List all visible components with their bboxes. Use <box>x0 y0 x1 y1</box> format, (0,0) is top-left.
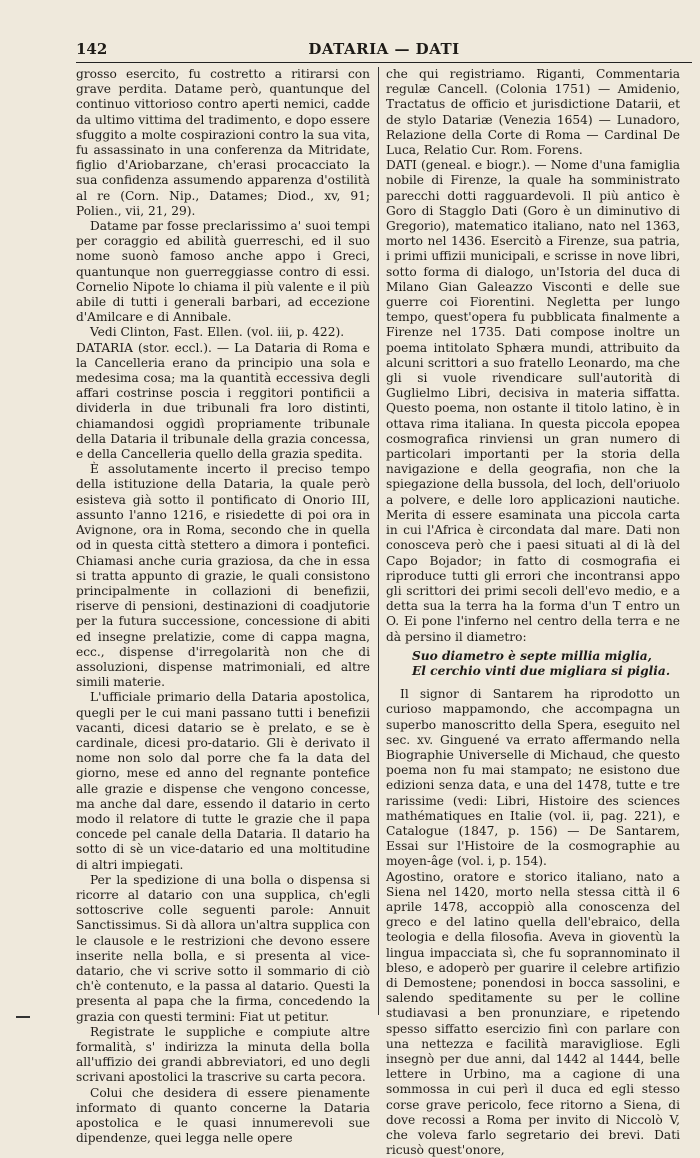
right-column <box>386 67 680 1158</box>
poem-quote <box>412 649 680 679</box>
entry-dataria: DATARIA (stor. eccl.). — La Dataria di Roma e la Cancelleria erano da principio una sola e medesima cosa; ma la quantità eccessiva degli affari costrinse poscia i reggitori pontificii a dividerla in due tribunali fra loro distinti, chiamandosi oggidì propriamente tribunale della Dataria il tribunale della grazia concessa, e della Cancelleria quello della grazia spedita. <box>76 340 370 462</box>
paragraph: Il signor di Santarem ha riprodotto un curioso mappamondo, che accompagna un superbo manoscritto della Spera, eseguito nel sec. xv. Ginguené va errato affermando nella Biographie Universelle di Michaud, che questo poema non fu mai stampato; ne esistono due edizioni senza data, e una del 1478, tutte e tre rarissime (vedi: Libri, Histoire des sciences mathématiques en Italie (vol. ii, pag. 221), e Catalogue (1847, p. 156) — De Santarem, Essai sur l'Histoire de la cosmographie au moyen-âge (vol. i, p. 154). <box>386 687 680 869</box>
paragraph: Datame par fosse preclarissimo a' suoi tempi per coraggio ed abilità guerreschi, ed il suo nome suonò famoso anche appo i Greci, quantunque non guerreggiasse contro di essi. Cornelio Nipote lo chiama il più valente e il più abile di tutti i generali barbari, ad eccezione d'Amilcare e di Annibale. <box>76 219 370 325</box>
page-number: 142 <box>76 40 108 58</box>
entry-agostino: Agostino, oratore e storico italiano, nato a Siena nel 1420, morto nella stessa città il 6 aprile 1478, accoppiò alla conoscenza del greco e del latino quella dell'ebraico, della teologia e della filosofia. Aveva in gioventù la lingua impacciata sì, che fu soprannominato il bleso, e adoperò per guarire il celebre artifizio di Demostene; ponendosi in bocca sassolini, e salendo speditamente su per le colline studiavasi a ben pronunziare, e ripetendo spesso siffatto esercizio finì con parlare con una nettezza e facilità maravigliose. Egli insegnò per due anni, dal 1442 al 1444, belle lettere in Urbino, ma a cagione di una sommossa in cui perì il duca ed egli stesso corse grave pericolo, fece ritorno a Siena, di dove recossi a Roma per invito di Niccolò V, che voleva farlo segretario dei brevi. Dati ricusò quest'onore, <box>386 869 680 1158</box>
page-header <box>76 38 692 60</box>
paragraph: L'ufficiale primario della Dataria apostolica, quegli per le cui mani passano tutti i benefizii vacanti, dicesi datario se è prelato, e se è cardinale, dicesi pro-datario. Gli è derivato il nome non solo dal porre che fa la data del giorno, mese ed anno del regnante pontefice alle grazie e dispense che vengono concesse, ma anche dal dare, essendo il datario in certo modo il relatore di tutte le grazie che il papa concede pel canale della Dataria. Il datario ha sotto di sè un vice-datario ed una moltitudine di altri impiegati. <box>76 690 370 872</box>
paragraph: che qui registriamo. Riganti, Commentaria regulæ Cancell. (Colonia 1751) — Amidenio, Tractatus de officio et jurisdictione Datarii, et de stylo Datariæ (Venezia 1654) — Lunadoro, Relazione della Corte di Roma — Cardinal De Luca, Relatio Cur. Rom. Forens. <box>386 67 680 158</box>
paragraph: Per la spedizione di una bolla o dispensa si ricorre al datario con una supplica, ch'egli sottoscrive colle seguenti parole: Annuit Sanctissimus. Si dà allora un'altra supplica con le clausole e le restrizioni che devono essere inserite nella bolla, e si presenta al vice-datario, che vi scrive sotto il sommario di ciò ch'è contenuto, e la passa al datario. Questi la presenta al papa che la firma, concedendo la grazia con questi termini: Fiat ut petitur. <box>76 872 370 1024</box>
margin-mark <box>16 1016 30 1018</box>
paragraph: È assolutamente incerto il preciso tempo della istituzione della Dataria, la quale però esisteva già sotto il pontificato di Onorio III, assunto l'anno 1216, e risiedette di poi ora in Avignone, ora in Roma, secondo che in quella od in questa città stettero a dimora i pontefici. Chiamasi anche curia graziosa, da che in essa si tratta appunto di grazie, le quali consistono principalmente in collazioni di benefizii, riserve di pensioni, destinazioni di coadjutorie per la futura successione, concessione di abiti ed insegne prelatizie, come di cappa magna, ecc., dispense d'irregolarità non che di assoluzioni, dispense matrimoniali, ed altre simili materie. <box>76 462 370 690</box>
paragraph: grosso esercito, fu costretto a ritirarsi con grave perdita. Datame però, quantunque del continuo vittorioso contro aperti nemici, cadde da ultimo vittima del tradimento, e dopo essere sfuggito a molte cospirazioni contro la sua vita, fu assassinato in una conferenza da Mitridate, figlio d'Ariobarzane, ch'erasi procacciato la sua confidenza assumendo apparenza d'ostilità al re (Corn. Nip., Datames; Diod., xv, 91; Polien., vii, 21, 29). <box>76 67 370 218</box>
paragraph: Registrate le suppliche e compiute altre formalità, s' indirizza la minuta della bolla all'uffizio dei grandi abbreviatori, ed uno degli scrivani apostolici la trascrive su carta pecora. <box>76 1024 370 1085</box>
left-column <box>76 67 370 1146</box>
running-title: DATARIA — DATI <box>308 40 460 58</box>
header-rule <box>76 62 692 63</box>
paragraph: Vedi Clinton, Fast. Ellen. (vol. iii, p. 422). <box>90 325 345 340</box>
entry-dati: DATI (geneal. e biogr.). — Nome d'una famiglia nobile di Firenze, la quale ha somministrato parecchi dotti ragguardevoli. Il più antico è Goro di Stagglo Dati (Goro è un diminutivo di Gregorio), matematico italiano, nato nel 1363, morto nel 1436. Esercitò a Firenze, sua patria, i primi uffizii municipali, e scrisse in nove libri, sotto forma di dialogo, un'Istoria del duca di Milano Gian Galeazzo Visconti e delle sue guerre coi Fiorentini. Negletta per lungo tempo, quest'opera fu pubblicata finalmente a Firenze nel 1735. Dati compose inoltre un poema intitolato Sphæra mundi, attribuito da alcuni scrittori a suo fratello Leonardo, ma che gli si vuole rivendicare sull'autorità di Guglielmo Libri, decisiva in materia siffatta. Questo poema, non ostante il titolo latino, è in ottava rima italiana. In questa piccola epopea cosmografica rinviensi un gran numero di particolari importanti per la storia della navigazione e della geografia, non che la spiegazione della bussola, del loch, dell'oriuolo a polvere, e delle loro applicazioni nautiche. Merita di essere esaminata una piccola carta in cui l'Africa è circondata dal mare. Dati non conosceva però che i paesi situati al di là del Capo Bojador; in fatto di cosmografia ei riproduce tutti gli errori che incontransi appo gli scrittori dei primi secoli dell'evo medio, e a detta sua la terra ha la forma d'un T entro un O. Ei pone l'inferno nel centro della terra e ne dà persino il diametro: <box>386 158 680 644</box>
paragraph: Colui che desidera di essere pienamente informato di quanto concerne la Dataria apostolica e le quasi innumerevoli sue dipendenze, quei legga nelle opere <box>76 1085 370 1146</box>
poem-line: Suo diametro è septe millia miglia, <box>412 648 652 663</box>
column-divider <box>378 67 379 1015</box>
poem-line: El cerchio vinti due migliara si piglia. <box>412 663 671 678</box>
